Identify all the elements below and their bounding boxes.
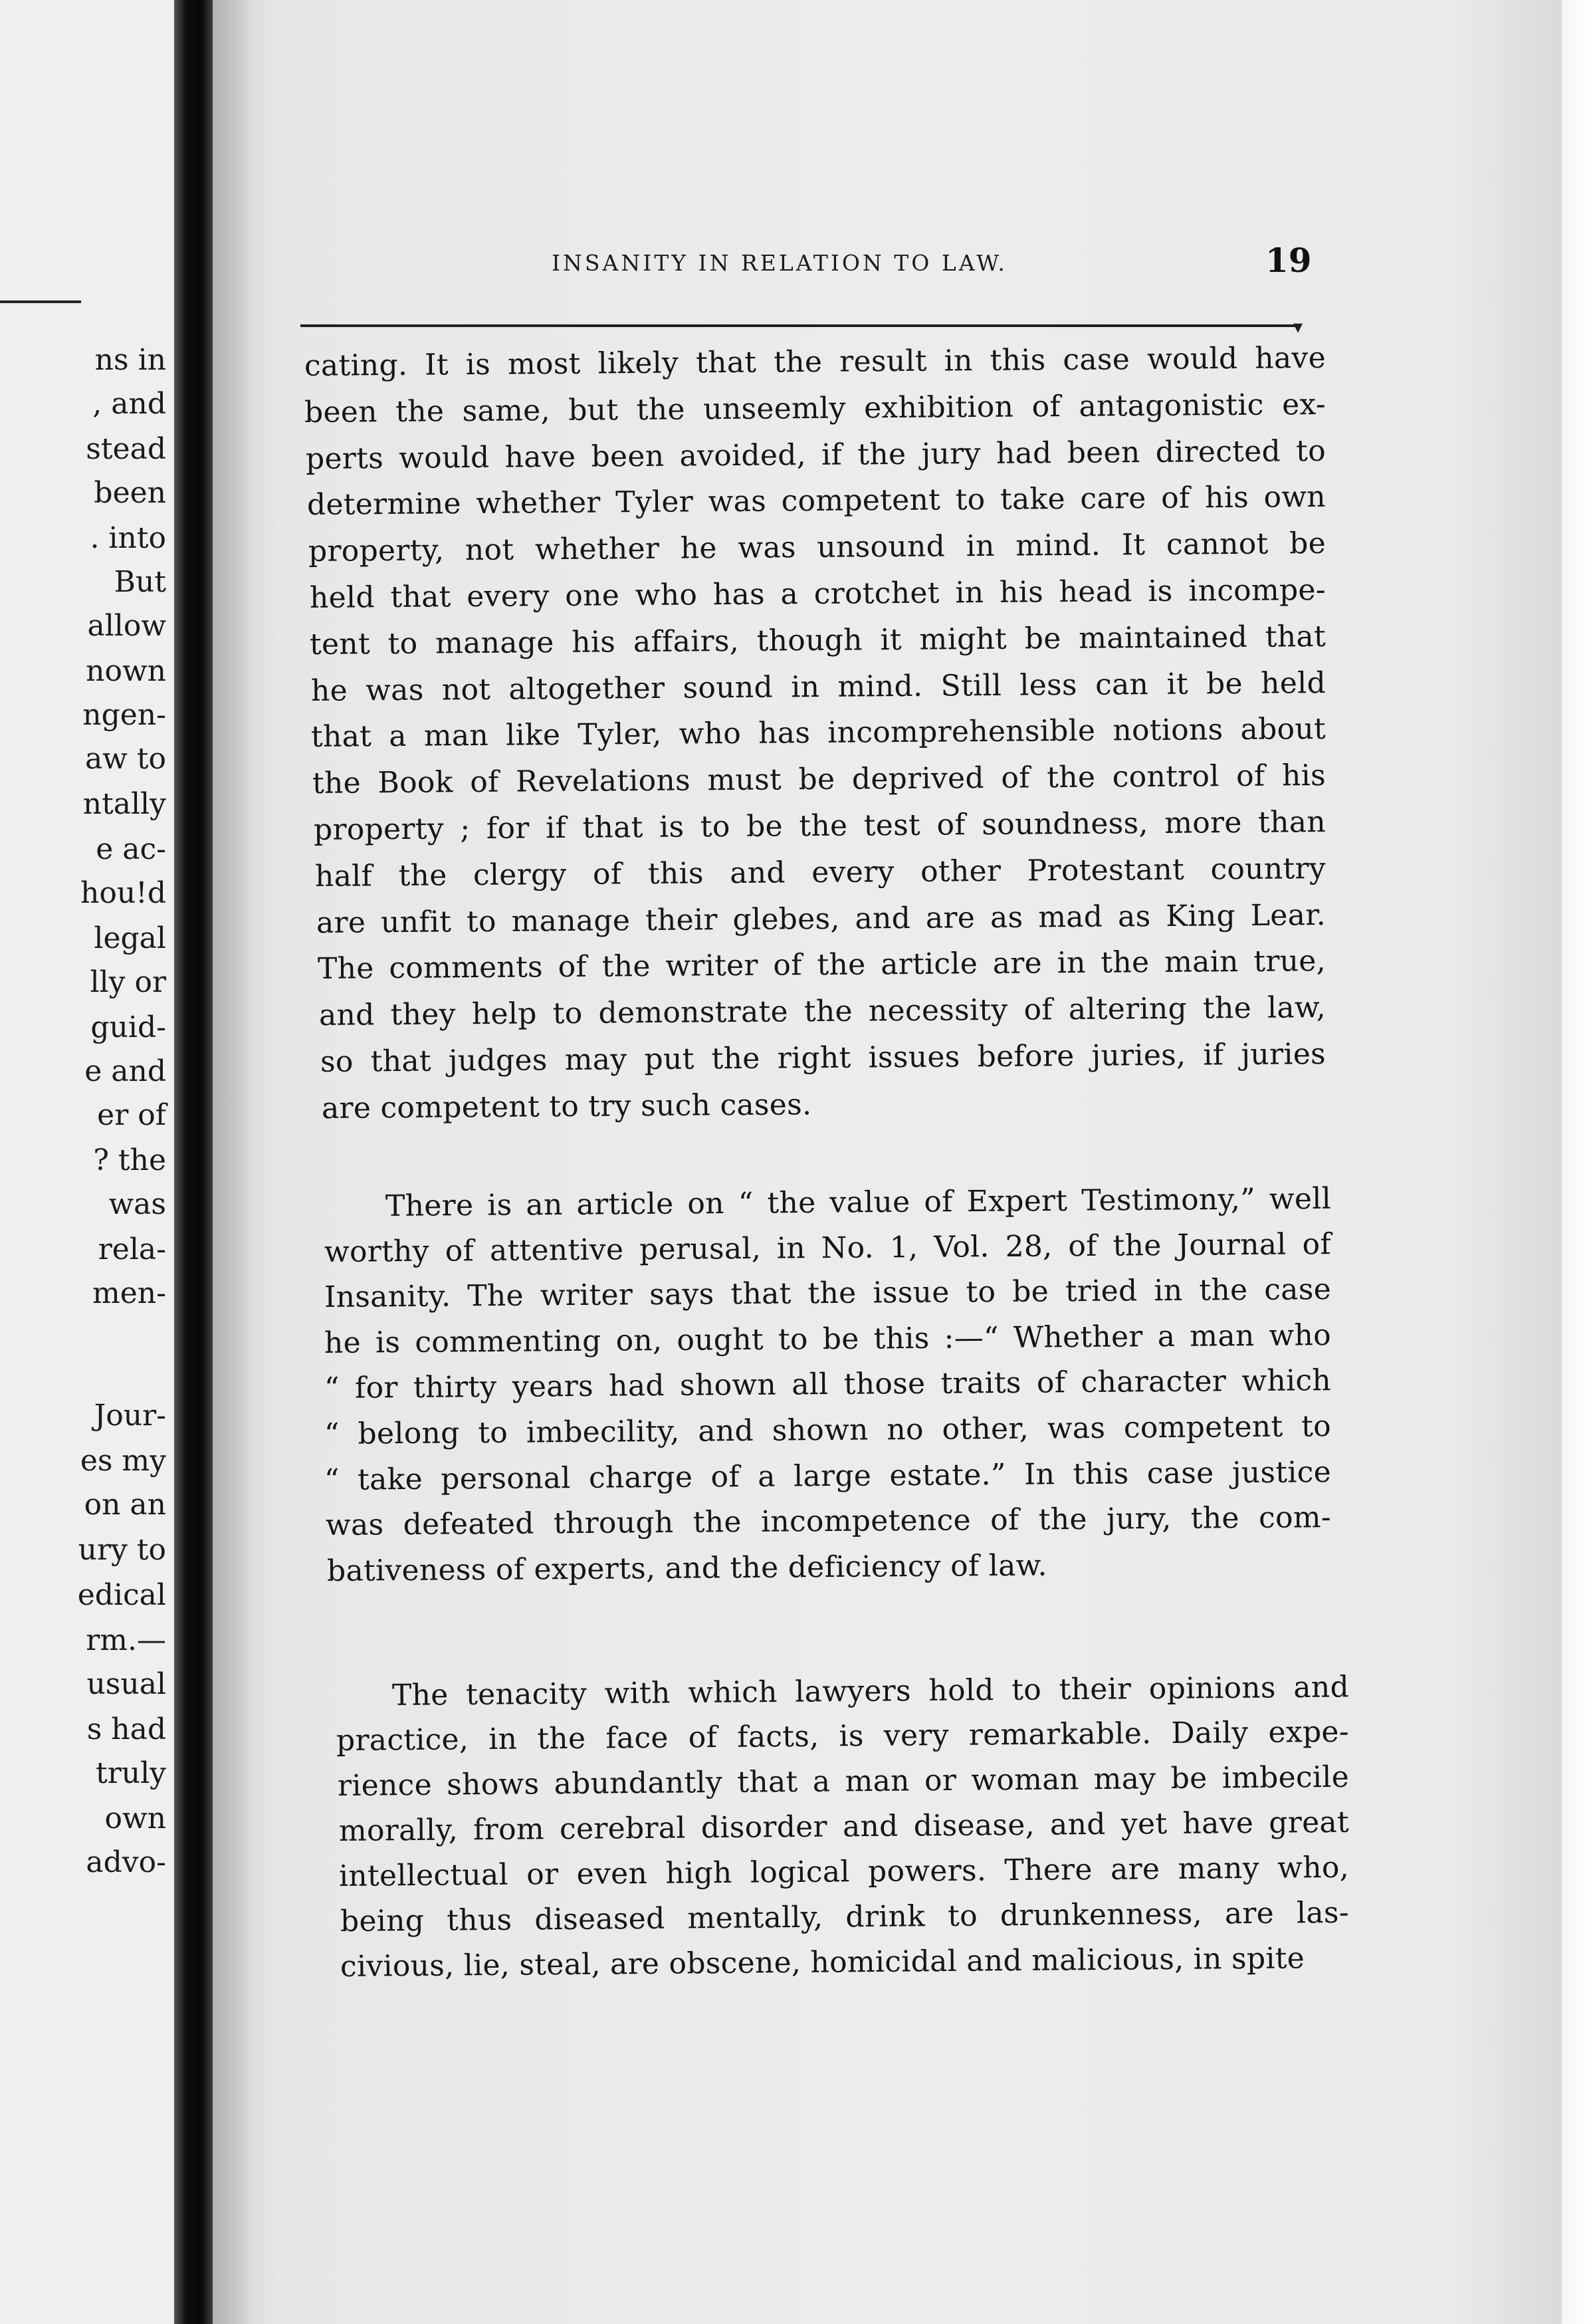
text-line: are unfit to manage their glebes, and are as mad as King Lear. bbox=[316, 897, 1327, 940]
text-line: the Book of Revelations must be deprived of the control of his bbox=[312, 758, 1327, 801]
facing-page-rule bbox=[0, 300, 81, 303]
facing-page-line: lly or bbox=[90, 965, 166, 999]
facing-page-line: ury to bbox=[78, 1533, 166, 1567]
text-line: bativeness of experts, and the deficiency of law. bbox=[326, 1548, 1047, 1588]
running-head: INSANITY IN RELATION TO LAW. bbox=[552, 250, 1008, 276]
facing-page-line: stead bbox=[86, 432, 166, 466]
facing-page-line: on an bbox=[84, 1488, 166, 1522]
facing-page-line: ngen- bbox=[82, 698, 166, 732]
text-line: was defeated through the incompetence of the jury, the com- bbox=[325, 1500, 1332, 1543]
facing-page-line: But bbox=[114, 565, 166, 599]
facing-page-line: aw to bbox=[84, 742, 166, 776]
text-line: Insanity. The writer says that the issue to be tried in the case bbox=[324, 1272, 1332, 1315]
facing-page-line: advo- bbox=[86, 1845, 166, 1879]
facing-page-line: ntally bbox=[82, 787, 166, 821]
facing-page-line: was bbox=[108, 1187, 166, 1221]
text-line: half the clergy of this and every other Protestant country bbox=[314, 851, 1327, 893]
text-line: he was not altogether sound in mind. Still less can it be held bbox=[310, 665, 1327, 708]
facing-page-line: ns in bbox=[94, 343, 166, 377]
text-line: so that judges may put the right issues before juries, if juries bbox=[320, 1037, 1327, 1079]
text-line: he is commenting on, ought to be this :—“ Whether a man who bbox=[324, 1318, 1332, 1360]
facing-page-line: rm.— bbox=[86, 1623, 166, 1657]
facing-page-line: allow bbox=[87, 609, 166, 643]
text-line: property ; for if that is to be the test of soundness, more than bbox=[313, 805, 1327, 847]
page-number: 19 bbox=[1265, 241, 1312, 280]
text-line: There is an article on “ the value of Expert Testimony,” well bbox=[385, 1181, 1332, 1223]
text-line: cating. It is most likely that the result in this case would have bbox=[304, 340, 1327, 383]
text-line: “ belong to imbecility, and shown no other, was competent to bbox=[324, 1409, 1332, 1451]
text-line: “ for thirty years had shown all those traits of character which bbox=[324, 1363, 1332, 1406]
facing-page-line: nown bbox=[86, 654, 166, 688]
text-line: that a man like Tyler, who has incomprehensible notions about bbox=[310, 712, 1327, 755]
facing-page-line: . into bbox=[90, 521, 166, 555]
facing-page-line: hou!d bbox=[80, 876, 166, 910]
facing-page-line: e and bbox=[84, 1054, 166, 1088]
text-line: The comments of the writer of the article are in the main true, bbox=[317, 944, 1327, 987]
text-line: held that every one who has a crotchet in his head is incompe- bbox=[309, 572, 1327, 615]
facing-page-fragment bbox=[0, 0, 174, 2324]
text-line: rience shows abundantly that a man or woman may be imbecile bbox=[337, 1760, 1350, 1803]
text-line: been the same, but the unseemly exhibition of antagonistic ex- bbox=[304, 387, 1327, 429]
text-line: worthy of attentive perusal, in No. 1, Vol. 28, of the Journal of bbox=[324, 1226, 1332, 1269]
facing-page-line: usual bbox=[86, 1667, 166, 1701]
facing-page-line: er of bbox=[97, 1098, 166, 1132]
text-line: being thus diseased mentally, drink to drunkenness, are las- bbox=[340, 1895, 1350, 1938]
text-line: perts would have been avoided, if the jury had been directed to bbox=[305, 433, 1327, 476]
text-line: and they help to demonstrate the necessity of altering the law, bbox=[318, 990, 1327, 1033]
facing-page-line: es my bbox=[80, 1444, 166, 1478]
facing-page-line: guid- bbox=[90, 1010, 166, 1044]
page-edge bbox=[1562, 0, 1595, 2324]
text-line: practice, in the face of facts, is very remarkable. Daily expe- bbox=[336, 1714, 1350, 1758]
text-line: “ take personal charge of a large estate.” In this case justice bbox=[324, 1454, 1332, 1497]
facing-page-line: rela- bbox=[98, 1232, 166, 1266]
facing-page-line: ? the bbox=[93, 1143, 166, 1177]
rule-mark: ▾ bbox=[1293, 316, 1303, 338]
facing-page-line: edical bbox=[77, 1578, 166, 1612]
text-line: civious, lie, steal, are obscene, homicidal and malicious, in spite bbox=[340, 1941, 1305, 1984]
facing-page-line: Jour- bbox=[94, 1399, 166, 1433]
text-line: tent to manage his affairs, though it might be maintained that bbox=[309, 619, 1327, 661]
gutter-shadow bbox=[213, 0, 253, 2324]
text-line: intellectual or even high logical powers. There are many who, bbox=[338, 1850, 1350, 1893]
text-line: determine whether Tyler was competent to take care of his own bbox=[306, 480, 1327, 523]
facing-page-line: been bbox=[94, 476, 166, 510]
facing-page-line: own bbox=[104, 1801, 166, 1835]
facing-page-line: men- bbox=[92, 1276, 166, 1310]
facing-page-line: , and bbox=[92, 387, 166, 421]
text-line: property, not whether he was unsound in mind. It cannot be bbox=[308, 526, 1327, 569]
book-gutter bbox=[174, 0, 213, 2324]
facing-page-line: truly bbox=[96, 1756, 166, 1790]
text-line: The tenacity with which lawyers hold to their opinions and bbox=[391, 1670, 1350, 1712]
facing-page-line: s had bbox=[86, 1712, 166, 1746]
header-rule bbox=[300, 324, 1301, 327]
text-line: are competent to try such cases. bbox=[321, 1088, 812, 1125]
text-line: morally, from cerebral disorder and disease, and yet have great bbox=[338, 1805, 1350, 1848]
facing-page-line: e ac- bbox=[96, 832, 166, 866]
facing-page-line: legal bbox=[94, 921, 166, 955]
